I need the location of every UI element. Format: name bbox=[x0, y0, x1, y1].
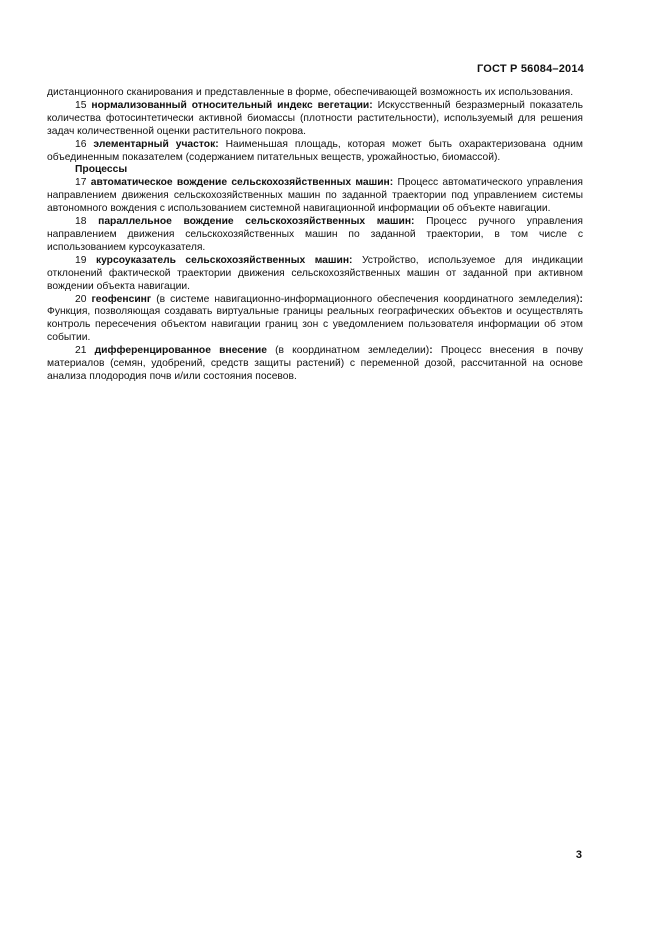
document-body bbox=[47, 87, 583, 384]
section-title-processes: Процессы bbox=[75, 164, 128, 176]
term-definition: Устройство, используемое для индикации отклонений фактической траектории движения сельскохозяйственных машин от заданной при активном вождении объекта навигации. bbox=[47, 254, 583, 292]
term-20 bbox=[47, 294, 583, 346]
term-name: элементарный участок: bbox=[93, 138, 219, 150]
term-definition: Искусственный безразмерный показатель количества фотосинтетически активной биомассы (плотности растительности), используемый для решения задач количественной оценки растительного покрова. bbox=[47, 99, 583, 137]
term-definition: Функция, позволяющая создавать виртуальные границы реальных географических объектов и осуществлять контроль пересечения объектом навигации границ зон с уведомлением пользователя информации об этом событии. bbox=[47, 306, 583, 344]
term-name: курсоуказатель сельскохозяйственных машин: bbox=[95, 254, 353, 266]
term-15 bbox=[47, 100, 583, 139]
term-21 bbox=[47, 345, 583, 384]
term-colon: : bbox=[579, 293, 583, 305]
term-colon: : bbox=[429, 345, 433, 357]
page-number: 3 bbox=[575, 849, 582, 861]
term-number: 19 bbox=[75, 254, 87, 266]
term-18 bbox=[47, 216, 583, 255]
term-qualifier: (в координатном земледелии) bbox=[275, 345, 430, 357]
term-number: 16 bbox=[75, 138, 87, 150]
term-number: 18 bbox=[75, 216, 87, 228]
term-definition: Наименьшая площадь, которая может быть охарактеризована одним объединенным показателем (содержанием питательных веществ, урожайностью, биомассой). bbox=[47, 138, 583, 163]
term-name: нормализованный относительный индекс вегетации: bbox=[91, 99, 373, 111]
term-definition: Процесс ручного управления направлением движения сельскохозяйственных машин по заданной траектории, в том числе с использованием курсоуказателя. bbox=[47, 216, 583, 253]
term-name: автоматическое вождение сельскохозяйственных машин: bbox=[90, 177, 394, 189]
term-definition: Процесс внесения в почву материалов (семян, удобрений, средств защиты растений) с переменной дозой, рассчитанной на основе анализа плодородия почв и/или состояния посевов. bbox=[47, 345, 583, 382]
term-number: 21 bbox=[75, 345, 87, 357]
term-name: дифференцированное внесение bbox=[94, 345, 267, 357]
intro-paragraph: дистанционного сканирования и представленные в форме, обеспечивающей возможность их использования. bbox=[47, 87, 574, 98]
document-code-header: ГОСТ Р 56084–2014 bbox=[476, 63, 584, 75]
term-19 bbox=[47, 255, 583, 294]
term-number: 17 bbox=[75, 177, 87, 189]
term-qualifier: (в системе навигационно-информационного обеспечения координатного земледелия) bbox=[156, 293, 580, 305]
term-number: 15 bbox=[75, 99, 87, 111]
term-definition: Процесс автоматического управления направлением движения сельскохозяйственных машин по заданной траектории под управлением системы автономного вождения с использованием системной навигационной информации об объекте навигации. bbox=[47, 177, 583, 215]
term-17 bbox=[47, 177, 583, 216]
term-name: геофенсинг bbox=[91, 293, 152, 305]
term-name: параллельное вождение сельскохозяйственных машин: bbox=[98, 216, 415, 228]
term-number: 20 bbox=[75, 293, 87, 305]
term-16 bbox=[47, 139, 583, 165]
